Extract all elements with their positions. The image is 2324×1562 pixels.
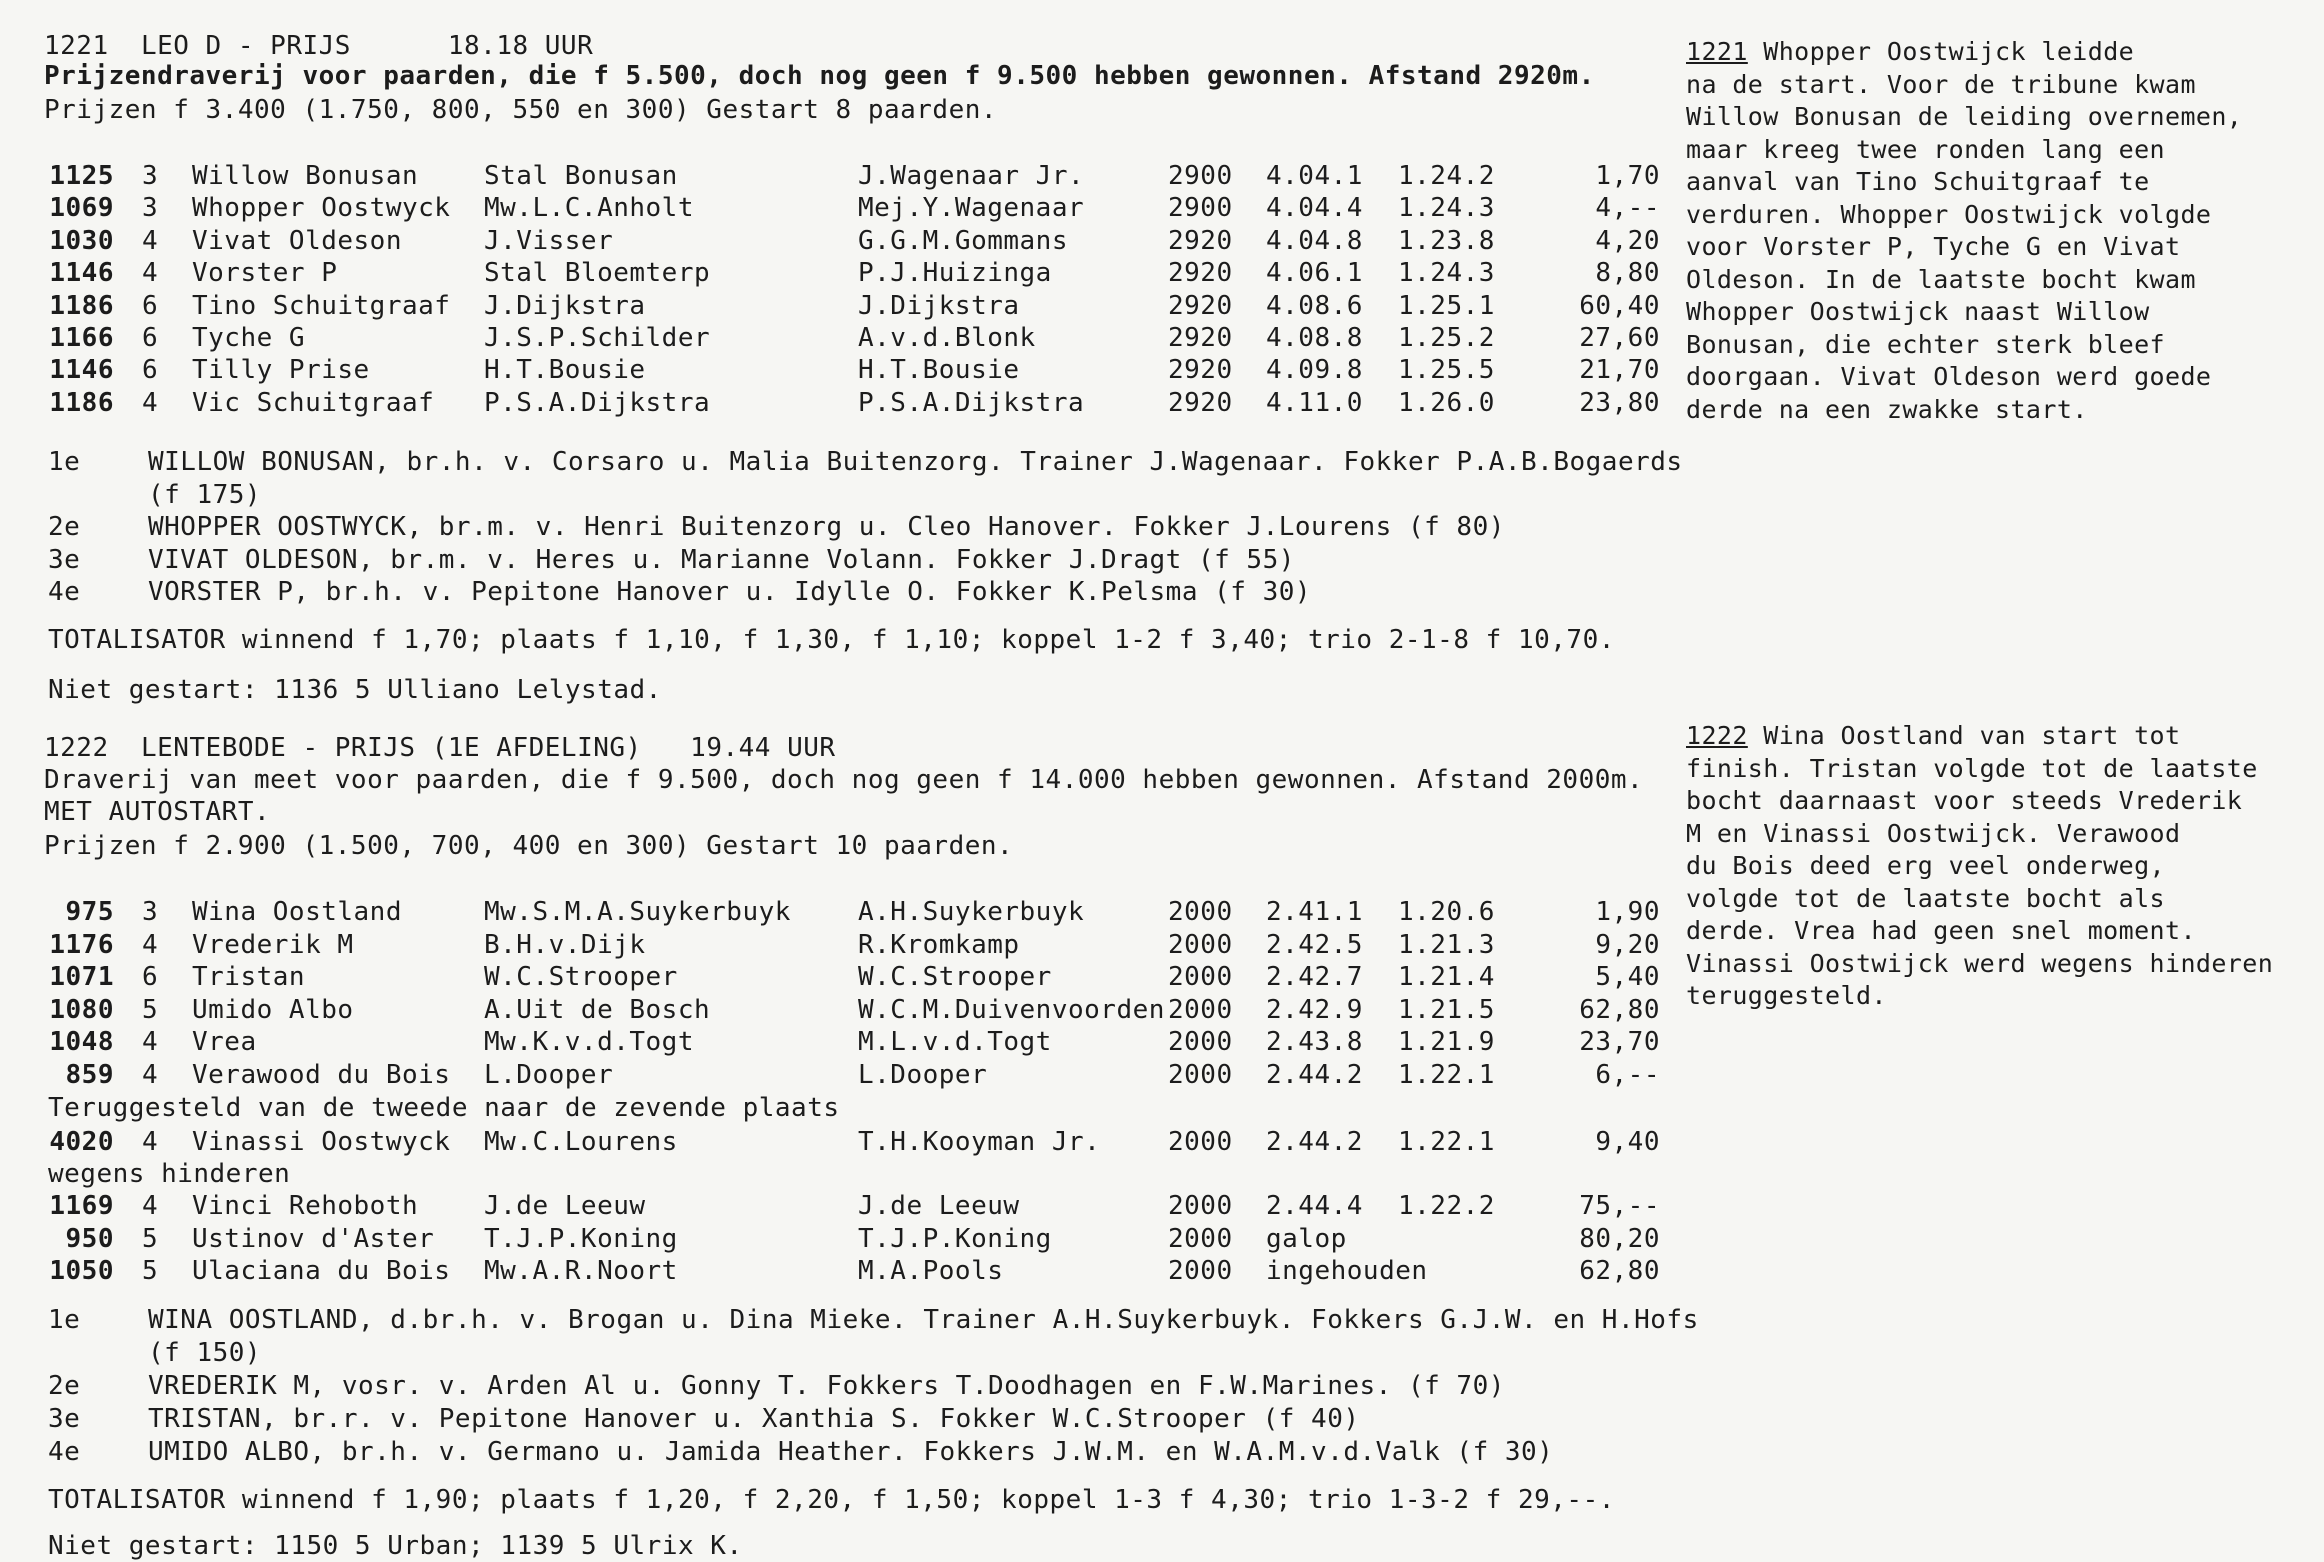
draw-number: 3 xyxy=(142,193,159,224)
placing-text: VREDERIK M, vosr. v. Arden Al u. Gonny T. Fokkers T.Doodhagen en F.W.Marines. (f 70) xyxy=(148,1371,1505,1401)
race-time: 4.06.1 xyxy=(1266,258,1363,289)
km-time: 1.24.2 xyxy=(1398,161,1495,191)
placing-position: 2e xyxy=(48,512,81,542)
horse-name: Whopper Oostwyck xyxy=(192,193,451,224)
prev-race: 1186 xyxy=(49,387,114,418)
race-number: 1222 xyxy=(44,733,109,763)
distance: 2000 xyxy=(1168,929,1233,960)
race-time: 2.42.7 xyxy=(1266,962,1363,993)
draw-number: 6 xyxy=(142,962,159,993)
prev-race: 1169 xyxy=(49,1191,114,1221)
race-time: 19.44 UUR xyxy=(690,733,836,763)
odds: 23,70 xyxy=(1579,1027,1660,1058)
horse-name: Vinci Rehoboth xyxy=(192,1191,419,1221)
owner: J.de Leeuw xyxy=(484,1191,646,1221)
odds: 62,80 xyxy=(1579,1256,1660,1287)
race-time: 2.44.4 xyxy=(1266,1191,1363,1221)
race-time: 4.04.4 xyxy=(1266,193,1363,224)
owner: B.H.v.Dijk xyxy=(484,929,646,960)
horse-name: Vivat Oldeson xyxy=(192,225,402,256)
driver: M.L.v.d.Togt xyxy=(858,1027,1052,1058)
report-line: aanval van Tino Schuitgraaf te xyxy=(1686,167,2150,196)
report-line: volgde tot de laatste bocht als xyxy=(1686,883,2165,913)
race-time: galop xyxy=(1266,1223,1347,1254)
race-conditions: Draverij van meet voor paarden, die f 9.500, doch nog geen f 14.000 hebben gewonnen. Afstand 2000m. xyxy=(44,765,1644,795)
prev-race: 1166 xyxy=(49,323,114,353)
distance: 2900 xyxy=(1168,161,1233,191)
odds: 75,-- xyxy=(1579,1191,1660,1221)
prev-race: 1080 xyxy=(49,994,114,1025)
km-time: 1.21.3 xyxy=(1398,929,1495,960)
report-number: 1222 xyxy=(1686,721,1748,750)
driver: A.H.Suykerbuyk xyxy=(858,897,1085,927)
distance: 2900 xyxy=(1168,193,1233,224)
report-line: Bonusan, die echter sterk bleef xyxy=(1686,329,2165,359)
distance: 2000 xyxy=(1168,1256,1233,1287)
report-line: Oldeson. In de laatste bocht kwam xyxy=(1686,264,2196,294)
report-number: 1221 xyxy=(1686,37,1748,66)
horse-name: Willow Bonusan xyxy=(192,161,419,191)
draw-number: 3 xyxy=(142,161,159,191)
placing-position: 3e xyxy=(48,1404,81,1434)
odds: 27,60 xyxy=(1579,323,1660,353)
driver: J.Dijkstra xyxy=(858,290,1020,321)
km-time: 1.21.9 xyxy=(1398,1027,1495,1058)
odds: 80,20 xyxy=(1579,1223,1660,1254)
km-time: 1.22.1 xyxy=(1398,1060,1495,1090)
race-number: 1221 xyxy=(44,31,109,61)
driver: L.Dooper xyxy=(858,1060,988,1090)
prev-race: 1186 xyxy=(49,290,114,321)
horse-name: Tristan xyxy=(192,962,306,993)
draw-number: 5 xyxy=(142,994,159,1025)
km-time: 1.22.2 xyxy=(1398,1191,1495,1221)
odds: 1,70 xyxy=(1595,161,1660,191)
km-time: 1.23.8 xyxy=(1398,225,1495,256)
not-started-line: Niet gestart: 1150 5 Urban; 1139 5 Ulrix K. xyxy=(48,1531,743,1561)
horse-name: Vinassi Oostwyck xyxy=(192,1127,451,1157)
owner: J.Dijkstra xyxy=(484,290,646,321)
odds: 9,20 xyxy=(1595,929,1660,960)
km-time: 1.25.2 xyxy=(1398,323,1495,353)
report-line: teruggesteld. xyxy=(1686,981,1887,1010)
horse-name: Ustinov d'Aster xyxy=(192,1223,435,1254)
odds: 4,-- xyxy=(1595,193,1660,224)
odds: 4,20 xyxy=(1595,225,1660,256)
report-line: Wina Oostland van start tot xyxy=(1747,721,2181,750)
report-line: doorgaan. Vivat Oldeson werd goede xyxy=(1686,362,2212,391)
race-report xyxy=(1686,36,2316,426)
owner: Mw.C.Lourens xyxy=(484,1127,678,1157)
horse-name: Wina Oostland xyxy=(192,897,402,927)
report-line: bocht daarnaast voor steeds Vrederik xyxy=(1686,786,2243,815)
prev-race: 1069 xyxy=(49,193,114,224)
owner: L.Dooper xyxy=(484,1060,614,1090)
km-time: 1.26.0 xyxy=(1398,387,1495,418)
race-time: 2.42.9 xyxy=(1266,994,1363,1025)
distance: 2000 xyxy=(1168,1060,1233,1090)
race-time: 4.04.1 xyxy=(1266,161,1363,191)
autostart-note: MET AUTOSTART. xyxy=(44,797,271,827)
race-header xyxy=(44,732,836,764)
distance: 2920 xyxy=(1168,225,1233,256)
owner: Stal Bonusan xyxy=(484,161,678,191)
draw-number: 4 xyxy=(142,1027,159,1058)
distance: 2920 xyxy=(1168,323,1233,353)
km-time: 1.22.1 xyxy=(1398,1127,1495,1157)
prev-race: 1146 xyxy=(49,355,114,386)
placing-position: 1e xyxy=(48,447,81,477)
driver: A.v.d.Blonk xyxy=(858,323,1036,353)
race-time: 2.43.8 xyxy=(1266,1027,1363,1058)
prev-race: 1030 xyxy=(49,225,114,256)
prev-race: 975 xyxy=(65,897,114,927)
race-time: 2.42.5 xyxy=(1266,929,1363,960)
prev-race: 1176 xyxy=(49,929,114,960)
driver: H.T.Bousie xyxy=(858,355,1020,386)
race-report xyxy=(1686,720,2316,1013)
odds: 23,80 xyxy=(1579,387,1660,418)
report-line: na de start. Voor de tribune kwam xyxy=(1686,69,2196,99)
horse-name: Umido Albo xyxy=(192,994,354,1025)
demoted-note: Teruggesteld van de tweede naar de zevende plaats xyxy=(48,1093,840,1123)
driver: G.G.M.Gommans xyxy=(858,225,1068,256)
prev-race: 1050 xyxy=(49,1256,114,1287)
horse-name: Tilly Prise xyxy=(192,355,370,386)
owner: W.C.Strooper xyxy=(484,962,678,993)
owner: T.J.P.Koning xyxy=(484,1223,678,1254)
draw-number: 4 xyxy=(142,387,159,418)
placing-text: VORSTER P, br.h. v. Pepitone Hanover u. Idylle O. Fokker K.Pelsma (f 30) xyxy=(148,577,1312,607)
owner: Mw.A.R.Noort xyxy=(484,1256,678,1287)
driver: R.Kromkamp xyxy=(858,929,1020,960)
placing-position: 4e xyxy=(48,1437,81,1467)
horse-name: Verawood du Bois xyxy=(192,1060,451,1090)
placing-text: TRISTAN, br.r. v. Pepitone Hanover u. Xanthia S. Fokker W.C.Strooper (f 40) xyxy=(148,1404,1360,1434)
placing-position: 2e xyxy=(48,1371,81,1401)
draw-number: 4 xyxy=(142,1127,159,1157)
placing-position: 1e xyxy=(48,1305,81,1335)
distance: 2000 xyxy=(1168,1127,1233,1157)
draw-number: 6 xyxy=(142,355,159,386)
draw-number: 4 xyxy=(142,1191,159,1221)
driver: T.H.Kooyman Jr. xyxy=(858,1127,1101,1157)
race-time: 18.18 UUR xyxy=(447,31,594,61)
race-time: ingehouden xyxy=(1266,1256,1428,1287)
odds: 9,40 xyxy=(1595,1127,1660,1157)
draw-number: 4 xyxy=(142,258,159,289)
km-time: 1.25.1 xyxy=(1398,290,1495,321)
km-time: 1.21.5 xyxy=(1398,994,1495,1025)
race-header xyxy=(44,30,593,62)
race-title: LENTEBODE - PRIJS (1E AFDELING) xyxy=(140,733,642,763)
prev-race: 859 xyxy=(65,1060,114,1090)
draw-number: 5 xyxy=(142,1223,159,1254)
distance: 2920 xyxy=(1168,290,1233,321)
placing-position: 4e xyxy=(48,577,81,607)
driver: J.de Leeuw xyxy=(858,1191,1020,1221)
report-line: finish. Tristan volgde tot de laatste xyxy=(1686,753,2258,783)
distance: 2000 xyxy=(1168,897,1233,927)
driver: M.A.Pools xyxy=(858,1256,1004,1287)
placing-text: WILLOW BONUSAN, br.h. v. Corsaro u. Malia Buitenzorg. Trainer J.Wagenaar. Fokker P.A.B.Bogaerds xyxy=(148,447,1683,477)
race-title: LEO D - PRIJS xyxy=(140,31,351,61)
horse-name: Tino Schuitgraaf xyxy=(192,290,451,321)
prev-race: 1048 xyxy=(49,1027,114,1058)
odds: 5,40 xyxy=(1595,962,1660,993)
prev-race: 4020 xyxy=(49,1127,114,1157)
distance: 2000 xyxy=(1168,962,1233,993)
owner: Mw.L.C.Anholt xyxy=(484,193,694,224)
report-line: M en Vinassi Oostwijck. Verawood xyxy=(1686,818,2181,848)
placing-text: VIVAT OLDESON, br.m. v. Heres u. Marianne Volann. Fokker J.Dragt (f 55) xyxy=(148,544,1295,575)
horse-name: Vrea xyxy=(192,1027,257,1058)
race-prizes: Prijzen f 2.900 (1.500, 700, 400 en 300) Gestart 10 paarden. xyxy=(44,831,1014,861)
placing-position: 3e xyxy=(48,544,81,575)
totalisator-line: TOTALISATOR winnend f 1,90; plaats f 1,20, f 2,20, f 1,50; koppel 1-3 f 4,30; trio 1-3-2 f 29,--. xyxy=(48,1485,1615,1515)
report-line: verduren. Whopper Oostwijck volgde xyxy=(1686,199,2212,229)
horse-name: Ulaciana du Bois xyxy=(192,1256,451,1287)
prev-race: 950 xyxy=(65,1223,114,1254)
km-time: 1.25.5 xyxy=(1398,355,1495,386)
prev-race: 1125 xyxy=(49,161,114,191)
driver: Mej.Y.Wagenaar xyxy=(858,193,1085,224)
distance: 2920 xyxy=(1168,258,1233,289)
placing-text: WHOPPER OOSTWYCK, br.m. v. Henri Buitenzorg u. Cleo Hanover. Fokker J.Lourens (f 80) xyxy=(148,512,1505,542)
driver: P.S.A.Dijkstra xyxy=(858,387,1085,418)
distance: 2000 xyxy=(1168,1191,1233,1221)
prev-race: 1071 xyxy=(49,962,114,993)
report-line: derde na een zwakke start. xyxy=(1686,394,2088,424)
owner: J.Visser xyxy=(484,225,614,256)
race-time: 4.08.8 xyxy=(1266,323,1363,353)
odds: 62,80 xyxy=(1579,994,1660,1025)
driver: P.J.Huizinga xyxy=(858,258,1052,289)
report-line: Willow Bonusan de leiding overnemen, xyxy=(1686,102,2243,131)
odds: 1,90 xyxy=(1595,897,1660,927)
report-line: Whopper Oostwijck leidde xyxy=(1747,37,2135,66)
driver: T.J.P.Koning xyxy=(858,1223,1052,1254)
owner: P.S.A.Dijkstra xyxy=(484,387,711,418)
owner: Mw.K.v.d.Togt xyxy=(484,1027,694,1058)
km-time: 1.24.3 xyxy=(1398,258,1495,289)
placing-text: WINA OOSTLAND, d.br.h. v. Brogan u. Dina Mieke. Trainer A.H.Suykerbuyk. Fokkers G.J.W. en H.Hofs xyxy=(148,1305,1699,1335)
driver: J.Wagenaar Jr. xyxy=(858,161,1085,191)
draw-number: 3 xyxy=(142,897,159,927)
driver: W.C.Strooper xyxy=(858,962,1052,993)
draw-number: 6 xyxy=(142,323,159,353)
distance: 2920 xyxy=(1168,355,1233,386)
distance: 2000 xyxy=(1168,1027,1233,1058)
owner: Mw.S.M.A.Suykerbuyk xyxy=(484,897,791,927)
report-line: du Bois deed erg veel onderweg, xyxy=(1686,851,2165,880)
km-time: 1.24.3 xyxy=(1398,193,1495,224)
race-time: 2.41.1 xyxy=(1266,897,1363,927)
placing-text: (f 150) xyxy=(148,1338,262,1368)
demoted-reason: wegens hinderen xyxy=(48,1159,291,1189)
report-line: Whopper Oostwijck naast Willow xyxy=(1686,297,2150,326)
race-conditions: Prijzendraverij voor paarden, die f 5.500, doch nog geen f 9.500 hebben gewonnen. Afstand 2920m. xyxy=(44,61,1595,91)
draw-number: 4 xyxy=(142,225,159,256)
owner: Stal Bloemterp xyxy=(484,258,711,289)
owner: J.S.P.Schilder xyxy=(484,323,711,353)
km-time: 1.21.4 xyxy=(1398,962,1495,993)
prev-race: 1146 xyxy=(49,258,114,289)
odds: 6,-- xyxy=(1595,1060,1660,1090)
race-time: 2.44.2 xyxy=(1266,1127,1363,1157)
race-time: 4.11.0 xyxy=(1266,387,1363,418)
odds: 21,70 xyxy=(1579,355,1660,386)
race-time: 4.04.8 xyxy=(1266,225,1363,256)
owner: H.T.Bousie xyxy=(484,355,646,386)
km-time: 1.20.6 xyxy=(1398,897,1495,927)
owner: A.Uit de Bosch xyxy=(484,994,711,1025)
horse-name: Vic Schuitgraaf xyxy=(192,387,435,418)
odds: 60,40 xyxy=(1579,290,1660,321)
report-line: derde. Vrea had geen snel moment. xyxy=(1686,916,2196,945)
not-started-line: Niet gestart: 1136 5 Ulliano Lelystad. xyxy=(48,675,662,705)
distance: 2000 xyxy=(1168,1223,1233,1254)
report-line: Vinassi Oostwijck werd wegens hinderen xyxy=(1686,948,2274,978)
draw-number: 4 xyxy=(142,929,159,960)
report-line: maar kreeg twee ronden lang een xyxy=(1686,134,2165,164)
race-time: 4.08.6 xyxy=(1266,290,1363,321)
distance: 2920 xyxy=(1168,387,1233,418)
horse-name: Vorster P xyxy=(192,258,338,289)
horse-name: Vrederik M xyxy=(192,929,354,960)
race-time: 4.09.8 xyxy=(1266,355,1363,386)
draw-number: 6 xyxy=(142,290,159,321)
horse-name: Tyche G xyxy=(192,323,306,353)
report-line: voor Vorster P, Tyche G en Vivat xyxy=(1686,232,2181,261)
driver: W.C.M.Duivenvoorden xyxy=(858,994,1165,1025)
distance: 2000 xyxy=(1168,994,1233,1025)
draw-number: 4 xyxy=(142,1060,159,1090)
race-time: 2.44.2 xyxy=(1266,1060,1363,1090)
odds: 8,80 xyxy=(1595,258,1660,289)
placing-text: (f 175) xyxy=(148,479,262,510)
draw-number: 5 xyxy=(142,1256,159,1287)
totalisator-line: TOTALISATOR winnend f 1,70; plaats f 1,10, f 1,30, f 1,10; koppel 1-2 f 3,40; trio 2-1-8 f 10,70. xyxy=(48,625,1615,655)
placing-text: UMIDO ALBO, br.h. v. Germano u. Jamida Heather. Fokkers J.W.M. en W.A.M.v.d.Valk (f 30) xyxy=(148,1437,1554,1467)
race-prizes: Prijzen f 3.400 (1.750, 800, 550 en 300) Gestart 8 paarden. xyxy=(44,95,998,125)
